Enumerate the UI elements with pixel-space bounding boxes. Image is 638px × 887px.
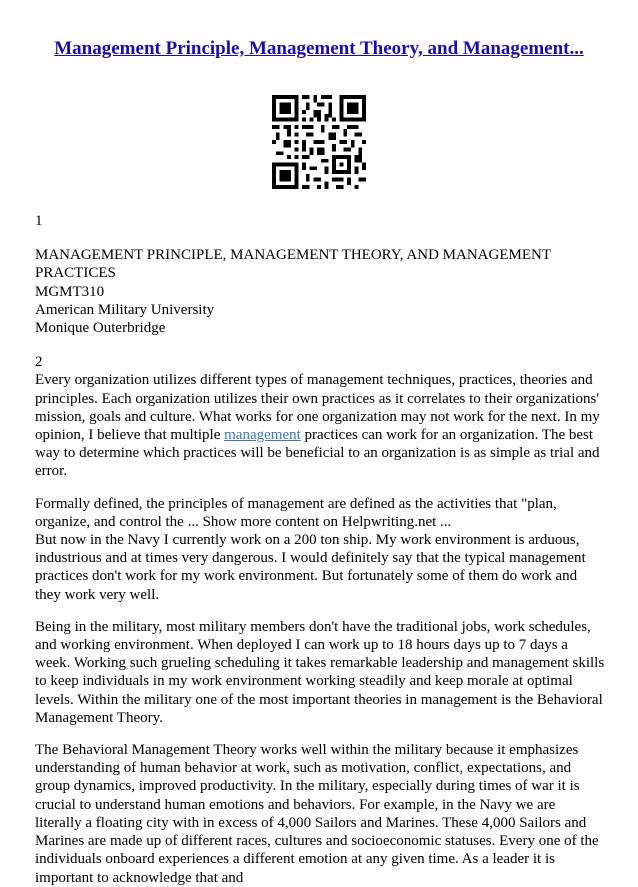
- document-title-link[interactable]: Management Principle, Management Theory, and Management...: [54, 38, 584, 59]
- paragraph-2: Formally defined, the principles of management are defined as the activities that "plan, organize, and control the ... Show more content on Helpwriting.net ...: [35, 495, 557, 530]
- university-name: American Military University: [35, 301, 215, 318]
- qr-code: [272, 95, 366, 189]
- page-number-2: 2: [35, 354, 43, 371]
- document-body: [35, 212, 605, 887]
- page-number-1: 1: [35, 213, 43, 229]
- course-code: MGMT310: [35, 283, 105, 300]
- paragraph-5: The Behavioral Management Theory works well within the military because it emphasizes understanding of human behavior at work, such as motivation, conflict, expectations, and group dynamics, improved productivity. In the military, especially during times of war it is crucial to understand human emotions and behaviors. For example, in the Navy we are literally a floating city with in excess of 4,000 Sailors and Marines. These 4,000 Sailors and Marines are made up of different races, cultures and socioeconomic statuses. Every one of the individuals onboard experiences a different emotion at any given time. As a leader it is important to acknowledge that and: [35, 742, 599, 886]
- author-name: Monique Outerbridge: [35, 320, 166, 337]
- paragraph-1: [35, 371, 605, 480]
- paragraph-1-text-a: Every organization utilizes different types of management techniques, practices, theories and principles. Each organization utilizes their own practices as it correlates to their organizations' mission, goals and culture. What works for one organization may not work for the next. In my opinion, I believe that multiple: [35, 372, 600, 444]
- paragraph-1-text-b: practices can work for an organization. The best way to determine which practices will be beneficial to an organization is as simple as trial and error.: [35, 427, 600, 480]
- paragraph-3: But now in the Navy I currently work on a 200 ton ship. My work environment is arduous, industrious and at times very dangerous. I would definitely say that the typical management practices don't work for my work environment. But fortunately some of them do work and they work very well.: [35, 532, 586, 603]
- document-heading: MANAGEMENT PRINCIPLE, MANAGEMENT THEORY, AND MANAGEMENT PRACTICES: [35, 247, 551, 282]
- paragraph-4: Being in the military, most military members don't have the traditional jobs, work schedules, and working environment. When deployed I can work up to 18 hours days up to 7 days a week. Working such grueling scheduling it takes remarkable leadership and management skills to keep individuals in my work environment working steadily and keep morale at optimal levels. Within the military one of the most important theories in management is the Behavioral Management Theory.: [35, 618, 605, 726]
- management-link[interactable]: management: [224, 427, 301, 444]
